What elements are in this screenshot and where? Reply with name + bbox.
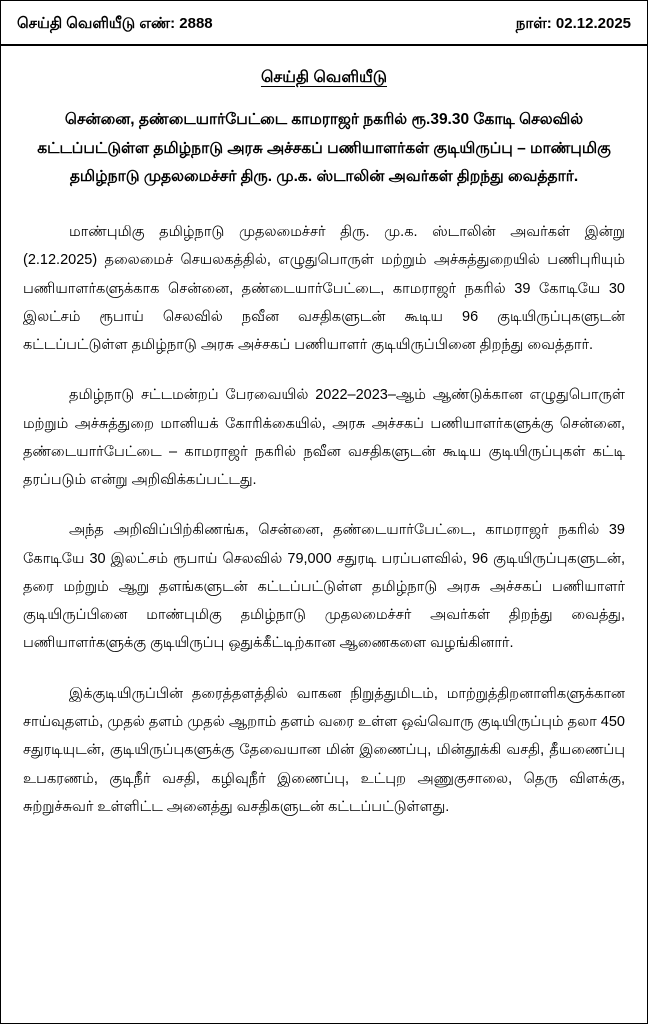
paragraph-2: தமிழ்நாடு சட்டமன்றப் பேரவையில் 2022–2023–ஆம் ஆண்டுக்கான எழுதுபொருள் மற்றும் அச்சுத்துறை மானியக் கோரிக்கையில், அரசு அச்சகப் பணியாளர்களுக்கு சென்னை, தண்டையார்பேட்டை – காமராஜர் நகரில் நவீன வசதிகளுடன் கூடிய குடியிருப்புகள் கட்டி தரப்படும் என்று அறிவிக்கப்பட்டது. — [23, 387, 625, 489]
page-title: செய்தி வெளியீடு — [260, 69, 388, 86]
paragraph-1: மாண்புமிகு தமிழ்நாடு முதலமைச்சர் திரு. மு.க. ஸ்டாலின் அவர்கள் இன்று (2.12.2025) தலைமைச் செயலகத்தில், எழுதுபொருள் மற்றும் அச்சுத்துறையில் பணிபுரியும் பணியாளர்களுக்காக சென்னை, தண்டையார்பேட்டை, காமராஜர் நகரில் 39 கோடியே 30 இலட்சம் ரூபாய் செலவில் நவீன வசதிகளுடன் கூடிய 96 குடியிருப்புகளுடன் கட்டப்பட்டுள்ள தமிழ்நாடு அரசு அச்சகப் பணியாளர் குடியிருப்பினை திறந்து வைத்தார். — [23, 224, 625, 354]
paragraph-4: இக்குடியிருப்பின் தரைத்தளத்தில் வாகன நிறுத்துமிடம், மாற்றுத்திறனாளிகளுக்கான சாய்வுதளம், முதல் தளம் முதல் ஆறாம் தளம் வரை உள்ள ஒவ்வொரு குடியிருப்பும் தலா 450 சதுரடியுடன், குடியிருப்புகளுக்கு தேவையான மின் இணைப்பு, மின்தூக்கி வசதி, தீயணைப்பு உபகரணம், குடிநீர் வசதி, கழிவுநீர் இணைப்பு, உட்புற அணுகுசாலை, தெரு விளக்கு, சுற்றுச்சுவர் உள்ளிட்ட அனைத்து வசதிகளுடன் கட்டப்பட்டுள்ளது. — [23, 685, 625, 815]
document-header — [1, 1, 647, 42]
document-content — [1, 68, 647, 821]
headline: சென்னை, தண்டையார்பேட்டை காமராஜர் நகரில் ரூ.39.30 கோடி செலவில் கட்டப்பட்டுள்ள தமிழ்நாடு அரசு அச்சகப் பணியாளர்கள் குடியிருப்பு – மாண்புமிகு தமிழ்நாடு முதலமைச்சர் திரு. மு.க. ஸ்டாலின் அவர்கள் திறந்து வைத்தார். — [37, 111, 611, 186]
paragraph-3: அந்த அறிவிப்பிற்கிணங்க, சென்னை, தண்டையார்பேட்டை, காமராஜர் நகரில் 39 கோடியே 30 இலட்சம் ரூபாய் செலவில் 79,000 சதுரடி பரப்பளவில், 96 குடியிருப்புகளுடன், தரை மற்றும் ஆறு தளங்களுடன் கட்டப்பட்டுள்ள தமிழ்நாடு அரசு அச்சகப் பணியாளர் குடியிருப்பினை மாண்புமிகு தமிழ்நாடு முதலமைச்சர் அவர்கள் திறந்து வைத்து, பணியாளர்களுக்கு குடியிருப்பு ஒதுக்கீட்டிற்கான ஆணைகளை வழங்கினார். — [23, 522, 625, 652]
header-divider — [1, 44, 647, 46]
release-number: செய்தி வெளியீடு எண்: 2888 — [17, 15, 213, 32]
release-date: நாள்: 02.12.2025 — [515, 15, 631, 32]
